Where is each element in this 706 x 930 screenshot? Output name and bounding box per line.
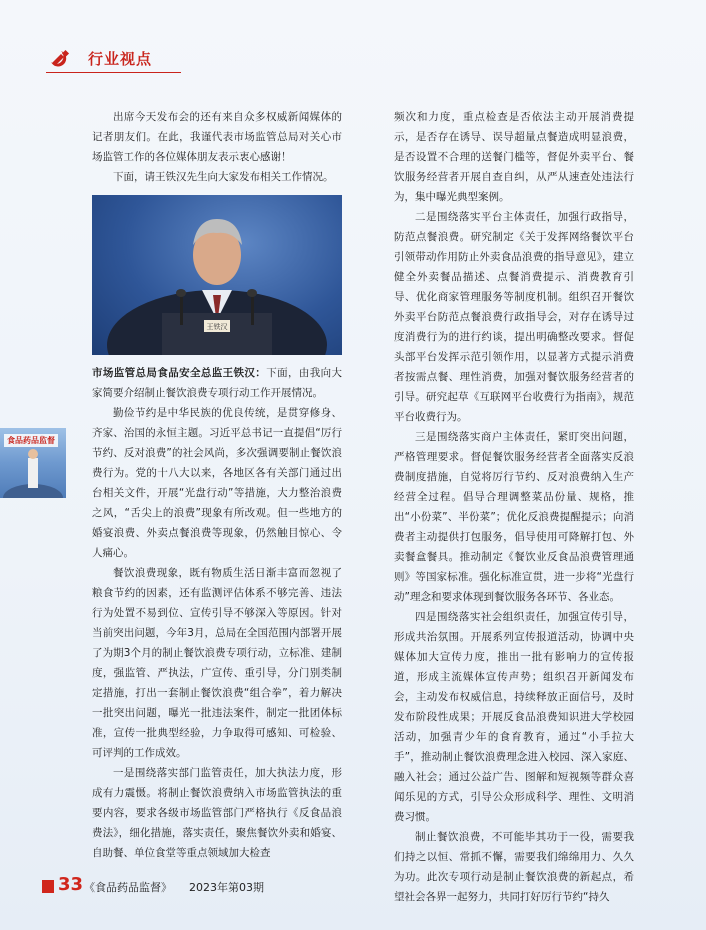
body-paragraph: 二是围绕落实平台主体责任，加强行政指导，防范点餐浪费。研究制定《关于发挥网络餐饮平台引领带动作用防止外卖食品浪费的指导意见》，建立健全外卖餐品描述、点餐消费提示、消费教育引导、优化商家管理服务等制度机制。组织召开餐饮外卖平台防范点餐浪费行政指导会，对存在诱导过度消费行为的进行约谈，提出明确整改要求。督促头部平台发挥示范引领作用，以显著方式提示消费者按需点餐、理性消费，加强对餐饮服务经营者的引导。研究起草《互联网平台收费行为指南》，规范平台收费行为。: [394, 211, 634, 423]
page-number: 33: [58, 874, 84, 895]
speaker-nameplate: 王铁汉: [206, 323, 228, 331]
body-paragraph: 四是围绕落实社会组织责任，加强宣传引导，形成共治氛围。开展系列宣传报道活动，协调中央媒体加大宣传力度，推出一批有影响力的宣传报道，形成主流媒体宣传声势；组织召开新闻发布会，主动发布权威信息，持续释放正面信号，及时发布阶段性成果；开展反食品浪费知识进大学校园活动，加强青少年的食育教育，通过“小手拉大手”，推动制止餐饮浪费理念进入校园、深入家庭、融入社会；通过公益广告、图解和短视频等群众喜闻乐见的方式，引导公众形成科学、理性、文明消费习惯。: [394, 611, 634, 823]
cover-figure-icon: [0, 428, 66, 498]
body-paragraph: 制止餐饮浪费，不可能毕其功于一役，需要我们持之以恒、常抓不懈，需要我们绵绵用力、久久为功。此次专项行动是制止餐饮浪费的新起点，希望社会各界一起努力，共同打好厉行节约“持久: [394, 831, 634, 903]
footer-marker: [42, 880, 54, 893]
body-paragraph: 出席今天发布会的还有来自众多权威新闻媒体的记者朋友们。在此，我谨代表市场监管总局对关心市场监管工作的各位媒体朋友表示衷心感谢！: [92, 111, 342, 163]
speaker-illustration: [92, 195, 342, 355]
section-header: [46, 44, 181, 74]
press-conference-photo: [92, 195, 342, 355]
body-paragraph: 下面，请王铁汉先生向大家发布相关工作情况。: [113, 171, 334, 183]
issue-number: 2023年第03期: [189, 881, 264, 894]
left-column: [92, 107, 342, 863]
body-paragraph: 一是围绕落实部门监管责任，加大执法力度，形成有力震慑。将制止餐饮浪费纳入市场监管执法的重要内容，要求各级市场监管部门严格执行《反食品浪费法》，细化措施，落实责任，聚焦餐饮外卖和婚宴、自助餐、单位食堂等重点领域加大检查: [92, 767, 342, 859]
caption-speaker: 市场监管总局食品安全总监王铁汉：: [92, 367, 267, 379]
thumbnail-label: 食品药品监督: [4, 434, 58, 447]
photo-caption: [92, 363, 342, 403]
journal-cover-thumbnail: [0, 428, 66, 498]
body-paragraph: 频次和力度，重点检查是否依法主动开展消费提示，是否存在诱导、误导超量点餐造成明显浪费，是否设置不合理的送餐门槛等，督促外卖平台、餐饮服务经营者开展自查自纠，从严从速查处违法行为，集中曝光典型案例。: [394, 111, 634, 203]
section-title: 行业视点: [88, 50, 153, 68]
body-paragraph: 餐饮浪费现象，既有物质生活日渐丰富而忽视了粮食节约的因素，还有监测评估体系不够完善、违法行为处置不易到位、宣传引导不够深入等原因。针对当前突出问题，今年3月，总局在全国范围内部署开展了为期3个月的制止餐饮浪费专项行动，立标准、建制度，强监管、严执法，广宣传、重引导，分门别类制定措施，打出一套制止餐饮浪费“组合拳”，着力解决一批突出问题，曝光一批违法案件，制定一批团体标准，宣传一批典型经验，力争取得可感知、可检验、可评判的工作成效。: [92, 567, 342, 759]
journal-name: 《食品药品监督》: [84, 881, 172, 894]
header-rule: [46, 72, 181, 73]
right-column: [394, 107, 634, 907]
caption-text: 下面，由我向大家简要介绍制止餐饮浪费专项行动工作开展情况。: [92, 367, 343, 399]
party-emblem-icon: [48, 48, 70, 70]
body-paragraph: 三是围绕落实商户主体责任，紧盯突出问题，严格管理要求。督促餐饮服务经营者全面落实反浪费制度措施，自觉将厉行节约、反对浪费纳入生产经营全过程。倡导合理调整菜品份量、规格，推出“小份菜”、半份菜”；优化反浪费提醒提示；向消费者主动提供打包服务，倡导使用可降解打包、外卖餐盒餐具。推动制定《餐饮业反食品浪费管理通则》等国家标准。强化标准宣贯，进一步将“光盘行动”理念和要求体现到餐饮服务各环节、各业态。: [394, 431, 634, 603]
body-paragraph: 勤俭节约是中华民族的优良传统，是贯穿修身、齐家、治国的永恒主题。习近平总书记一直提倡“厉行节约、反对浪费”的社会风尚，多次强调要制止餐饮浪费行为。党的十八大以来，各地区各有关部门通过出台相关文件，开展“光盘行动”等措施，大力整治浪费之风，“舌尖上的浪费”现象有所改观。但一些地方的婚宴浪费、外卖点餐浪费等现象，仍然触目惊心、令人痛心。: [92, 407, 342, 559]
